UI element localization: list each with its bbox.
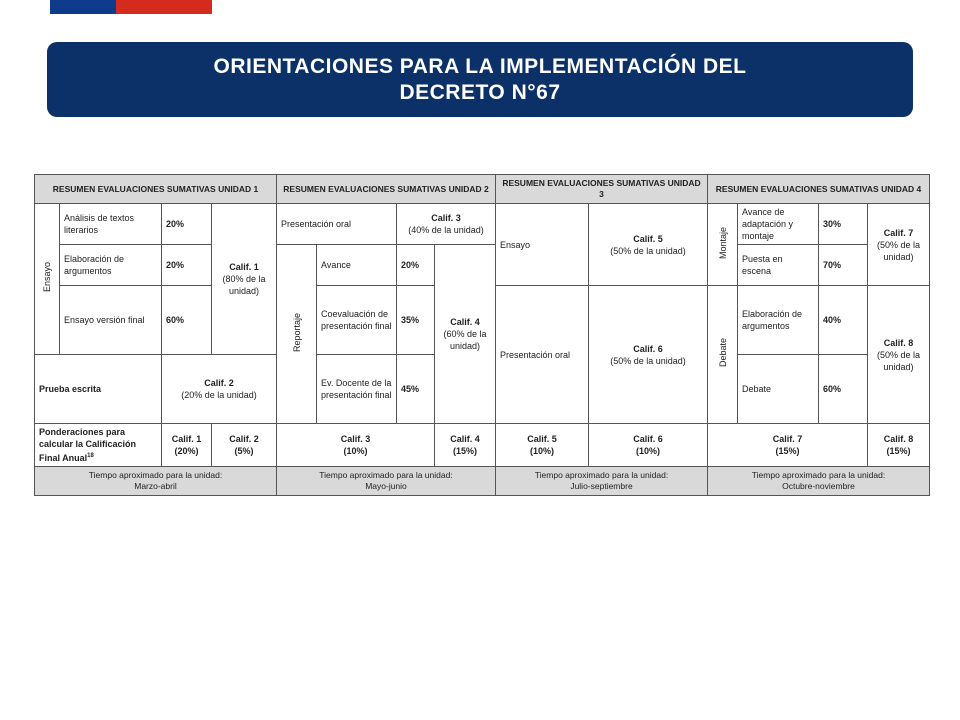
- calif3-cell: Calif. 3 (40% de la unidad): [397, 204, 496, 245]
- u3-ensayo: Ensayo: [496, 204, 589, 286]
- evaluations-table: [34, 174, 929, 494]
- u4-item-label: Avance de adaptación y montaje: [738, 204, 819, 245]
- flag-stripe: [50, 0, 212, 14]
- ensayo-group-label: Ensayo: [35, 204, 60, 355]
- pond-calif7: Calif. 7 (15%): [708, 424, 868, 467]
- pond-calif1: Calif. 1 (20%): [162, 424, 212, 467]
- u4-item-pct: 70%: [819, 245, 868, 286]
- u4-item-label: Elaboración de argumentos: [738, 286, 819, 355]
- tiempo-unit3: Tiempo aproximado para la unidad: Julio-septiembre: [496, 467, 708, 496]
- calif5-cell: Calif. 5 (50% de la unidad): [589, 204, 708, 286]
- u2-item-label: Avance: [317, 245, 397, 286]
- calif2-cell: Calif. 2 (20% de la unidad): [162, 355, 277, 424]
- u3-presentacion-oral: Presentación oral: [496, 286, 589, 424]
- calif7-cell: Calif. 7 (50% de la unidad): [868, 204, 930, 286]
- title-line-1: ORIENTACIONES PARA LA IMPLEMENTACIÓN DEL: [213, 54, 747, 78]
- u4-item-pct: 40%: [819, 286, 868, 355]
- title-line-2: DECRETO N°67: [399, 80, 561, 104]
- u4-item-label: Puesta en escena: [738, 245, 819, 286]
- tiempo-unit2: Tiempo aproximado para la unidad: Mayo-junio: [277, 467, 496, 496]
- title-banner: [47, 42, 913, 117]
- u4-item-pct: 30%: [819, 204, 868, 245]
- u2-item-label: Ev. Docente de la presentación final: [317, 355, 397, 424]
- u4-item-pct: 60%: [819, 355, 868, 424]
- pond-calif4: Calif. 4 (15%): [435, 424, 496, 467]
- u1-item-pct: 60%: [162, 286, 212, 355]
- tiempo-unit1: Tiempo aproximado para la unidad: Marzo-abril: [35, 467, 277, 496]
- u2-presentacion-oral: Presentación oral: [277, 204, 397, 245]
- unit1-header: RESUMEN EVALUACIONES SUMATIVAS UNIDAD 1: [35, 175, 277, 204]
- debate-group-label: Debate: [708, 286, 738, 424]
- pond-calif5: Calif. 5 (10%): [496, 424, 589, 467]
- u1-item-label: Elaboración de argumentos: [60, 245, 162, 286]
- u2-item-pct: 35%: [397, 286, 435, 355]
- unit3-header: RESUMEN EVALUACIONES SUMATIVAS UNIDAD 3: [496, 175, 708, 204]
- u2-item-pct: 20%: [397, 245, 435, 286]
- footnote-marker: 18: [87, 453, 94, 459]
- u1-item-pct: 20%: [162, 204, 212, 245]
- u1-item-label: Ensayo versión final: [60, 286, 162, 355]
- tiempo-unit4: Tiempo aproximado para la unidad: Octubre-noviembre: [708, 467, 930, 496]
- calif1-cell: Calif. 1 (80% de la unidad): [212, 204, 277, 355]
- pond-calif6: Calif. 6 (10%): [589, 424, 708, 467]
- pond-calif2: Calif. 2 (5%): [212, 424, 277, 467]
- u4-item-label: Debate: [738, 355, 819, 424]
- flag-red: [116, 0, 212, 14]
- calif8-cell: Calif. 8 (50% de la unidad): [868, 286, 930, 424]
- unit2-header: RESUMEN EVALUACIONES SUMATIVAS UNIDAD 2: [277, 175, 496, 204]
- pond-calif3: Calif. 3 (10%): [277, 424, 435, 467]
- u2-item-label: Coevaluación de presentación final: [317, 286, 397, 355]
- calif6-cell: Calif. 6 (50% de la unidad): [589, 286, 708, 424]
- flag-blue: [50, 0, 116, 14]
- pond-calif8: Calif. 8 (15%): [868, 424, 930, 467]
- montaje-group-label: Montaje: [708, 204, 738, 286]
- ponderaciones-label: Ponderaciones para calcular la Calificación Final Anual$^{18}$: [35, 424, 162, 467]
- calif4-cell: Calif. 4 (60% de la unidad): [435, 245, 496, 424]
- unit4-header: RESUMEN EVALUACIONES SUMATIVAS UNIDAD 4: [708, 175, 930, 204]
- u1-item-pct: 20%: [162, 245, 212, 286]
- u2-item-pct: 45%: [397, 355, 435, 424]
- prueba-escrita: Prueba escrita: [35, 355, 162, 424]
- reportaje-group-label: Reportaje: [277, 245, 317, 424]
- u1-item-label: Análisis de textos literarios: [60, 204, 162, 245]
